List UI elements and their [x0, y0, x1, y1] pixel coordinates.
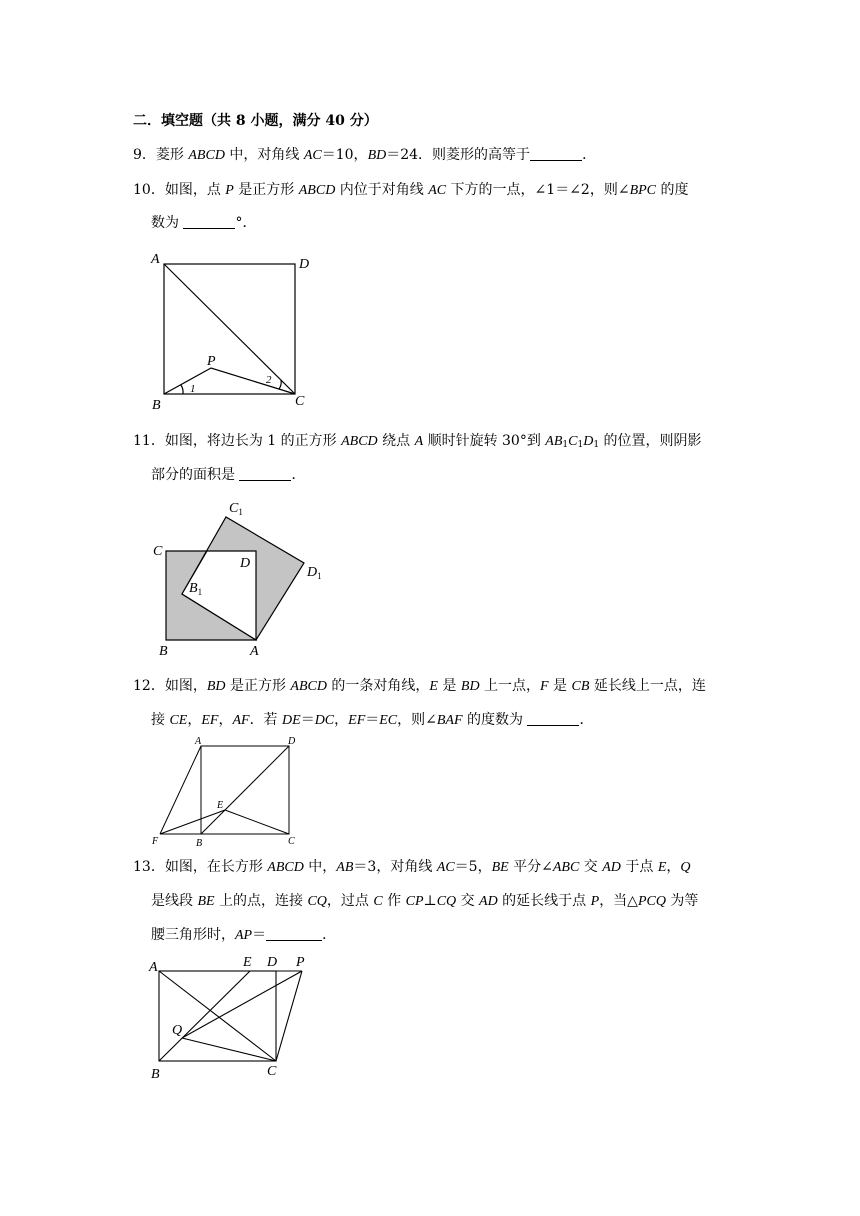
q12-text: ，: [334, 712, 349, 728]
q13-var: AD: [479, 894, 498, 909]
q11-text: 的位置，则阴影: [599, 433, 702, 449]
question-12-line2: [151, 710, 593, 731]
q11-text: 绕点: [377, 433, 415, 449]
q13-var: AC: [436, 860, 455, 875]
q13-var: E: [657, 860, 667, 875]
q13-text: 如图，在长方形: [164, 859, 268, 875]
label-q: Q: [172, 1023, 183, 1038]
label-angle-2: 2: [266, 374, 272, 386]
q13-var: C: [373, 894, 383, 909]
question-12: [133, 676, 706, 697]
q12-var: BD: [460, 679, 480, 694]
label-c: C: [267, 1064, 277, 1079]
q12-var: CE: [169, 713, 188, 728]
q12-text: 的度数为: [462, 712, 528, 728]
q13-text: 中，: [303, 859, 337, 875]
label-d: D: [288, 736, 296, 747]
q13-var: PCQ: [637, 894, 666, 909]
q10-text: 下方的一点，∠1＝∠2，则∠: [446, 182, 630, 198]
label-b: B: [151, 1067, 160, 1082]
answer-blank[interactable]: [266, 926, 322, 941]
q9-number: 9．: [133, 147, 156, 163]
q12-var: EF: [201, 713, 219, 728]
q12-figure: [148, 735, 308, 850]
question-10-line2: [151, 213, 256, 233]
question-13: [133, 857, 691, 878]
q10-number: 10．: [133, 182, 165, 198]
q13-var: BE: [491, 860, 509, 875]
q13-text: 的延长线于点: [497, 893, 591, 909]
label-a: A: [151, 252, 160, 267]
angle-2-arc: [279, 380, 281, 389]
segment-cp: [276, 971, 302, 1061]
answer-blank[interactable]: [527, 711, 579, 726]
label-c: C: [288, 836, 295, 847]
q12-text: ＝: [300, 712, 315, 728]
question-13-line2: [151, 891, 698, 912]
q10-figure: [150, 250, 320, 413]
label-e: E: [217, 800, 224, 811]
q13-var: Q: [680, 860, 691, 875]
q9-text: ．: [582, 147, 597, 163]
q9-text: 菱形: [155, 147, 189, 163]
q12-var: CB: [571, 679, 590, 694]
q13-number: 13．: [133, 859, 165, 875]
q10-text: 是正方形: [233, 182, 299, 198]
q13-var: ABC: [552, 860, 580, 875]
q12-text: 延长线上一点，连: [589, 678, 706, 694]
q12-text: ，则∠: [397, 712, 437, 728]
q11-text: 顺时针旋转 30°到: [423, 433, 546, 449]
segment-be: [159, 971, 250, 1061]
question-10: [133, 180, 688, 201]
label-angle-1: 1: [190, 383, 196, 395]
q9-text: 中，对角线: [224, 147, 304, 163]
q13-text: 交: [579, 859, 603, 875]
label-c: C: [295, 394, 305, 409]
section-heading: 二．填空题（共 8 小题，满分 40 分）: [133, 113, 378, 129]
q10-var: ABCD: [298, 183, 336, 198]
q11-var: C: [568, 434, 578, 449]
q9-text: ＝24．则菱形的高等于: [386, 147, 531, 163]
q12-var: DE: [282, 713, 301, 728]
label-p: P: [296, 955, 305, 970]
q13-text: 是线段: [151, 893, 198, 909]
q13-var: ABCD: [267, 860, 304, 875]
q12-var: AF: [232, 713, 250, 728]
q13-text: 腰三角形时，: [151, 927, 235, 943]
segments-bp-pc: [164, 368, 295, 394]
label-b1: $B_1$: [189, 581, 203, 597]
label-b: B: [159, 644, 168, 659]
q13-text: 于点: [620, 859, 658, 875]
q13-text: 上的点，连接: [214, 893, 308, 909]
diagonal-ac: [164, 264, 295, 394]
label-a: A: [195, 736, 202, 747]
q12-text: 的一条对角线，: [326, 678, 430, 694]
label-a: A: [250, 644, 259, 659]
label-c: C: [153, 544, 163, 559]
q9-var: BD: [367, 148, 387, 163]
q12-var: EF: [348, 713, 366, 728]
q12-text: 是正方形: [225, 678, 291, 694]
answer-blank[interactable]: [239, 466, 291, 481]
q11-text: 部分的面积是: [151, 467, 240, 483]
q10-var: P: [225, 183, 234, 198]
q13-text: ＝3，对角线: [353, 859, 437, 875]
q10-text: 的度: [656, 182, 689, 198]
q12-var: BD: [206, 679, 226, 694]
q12-text: ，: [187, 712, 202, 728]
q12-text: ，: [218, 712, 233, 728]
q13-text: ．: [322, 927, 337, 943]
q12-var: F: [540, 679, 549, 694]
q13-text: ，: [666, 859, 681, 875]
q9-var: AC: [303, 148, 322, 163]
q13-var: CQ: [307, 894, 327, 909]
q12-var: DC: [314, 713, 335, 728]
q9-text: ＝10，: [321, 147, 368, 163]
q10-text: 数为: [151, 215, 184, 231]
q11-var: AB: [545, 434, 563, 449]
question-11-line2: [151, 465, 305, 485]
q11-sub: 1: [593, 440, 600, 450]
label-d: D: [240, 556, 251, 571]
label-b: B: [152, 398, 161, 413]
q11-var: A: [414, 434, 424, 449]
q11-var: D: [583, 434, 594, 449]
diagonal-ac: [159, 971, 276, 1061]
q11-figure: [150, 495, 340, 660]
q11-var: ABCD: [341, 434, 378, 449]
label-d: D: [299, 257, 310, 272]
label-p: P: [207, 354, 216, 369]
label-c1: $C_1$: [229, 501, 243, 517]
q13-var: P: [590, 894, 600, 909]
q13-text: ⊥: [423, 893, 437, 909]
q13-var: AP: [235, 928, 253, 943]
q11-sub: 1: [577, 440, 584, 450]
q13-text: ＝5，: [454, 859, 492, 875]
q13-text: ＝: [252, 927, 267, 943]
answer-blank[interactable]: [183, 214, 235, 229]
q13-var: AD: [602, 860, 621, 875]
label-a: A: [149, 960, 158, 975]
q13-var: CQ: [436, 894, 457, 909]
q12-text: ＝: [365, 712, 380, 728]
q10-text: 内位于对角线: [335, 182, 429, 198]
q12-text: ．若: [249, 712, 283, 728]
q12-text: 如图，: [164, 678, 207, 694]
q10-var: AC: [428, 183, 447, 198]
q11-text: ．: [291, 467, 306, 483]
question-13-line3: [151, 925, 336, 946]
q13-var: CP: [405, 894, 424, 909]
label-b: B: [196, 838, 203, 849]
q13-figure: [148, 950, 318, 1085]
angle-1-arc: [181, 385, 183, 394]
q11-text: 如图，将边长为 1 的正方形: [164, 433, 342, 449]
q13-text: ，当△: [599, 893, 638, 909]
q13-var: BE: [197, 894, 215, 909]
q12-text: ．: [579, 712, 594, 728]
label-e: E: [243, 955, 252, 970]
answer-blank[interactable]: [530, 146, 582, 161]
q12-number: 12．: [133, 678, 165, 694]
q12-text: 是: [548, 678, 572, 694]
label-d: D: [267, 955, 278, 970]
q11-sub: 1: [562, 440, 569, 450]
q10-text: °．: [235, 215, 257, 231]
q10-text: 如图，点: [164, 182, 226, 198]
q9-var: ABCD: [188, 148, 225, 163]
q13-text: 交: [456, 893, 480, 909]
label-f: F: [152, 836, 159, 847]
q12-var: ABCD: [290, 679, 327, 694]
q13-var: AB: [336, 860, 354, 875]
q12-text: 接: [151, 712, 170, 728]
label-d1: $D_1$: [307, 565, 322, 581]
q11-number: 11．: [133, 433, 165, 449]
q12-var: E: [429, 679, 438, 694]
question-9: [133, 145, 596, 166]
segment-ce: [225, 810, 289, 834]
q13-text: 作: [382, 893, 406, 909]
q13-text: ，过点: [326, 893, 374, 909]
q12-var: EC: [379, 713, 398, 728]
q13-text: 为等: [665, 893, 699, 909]
q10-var: BPC: [629, 183, 657, 198]
q12-text: 是: [437, 678, 461, 694]
segment-pq: [182, 971, 302, 1038]
q13-text: 平分∠: [508, 859, 553, 875]
q12-var: BAF: [436, 713, 463, 728]
diagonal-bd: [201, 746, 289, 834]
question-11: [133, 431, 702, 455]
q12-text: 上一点，: [479, 678, 541, 694]
